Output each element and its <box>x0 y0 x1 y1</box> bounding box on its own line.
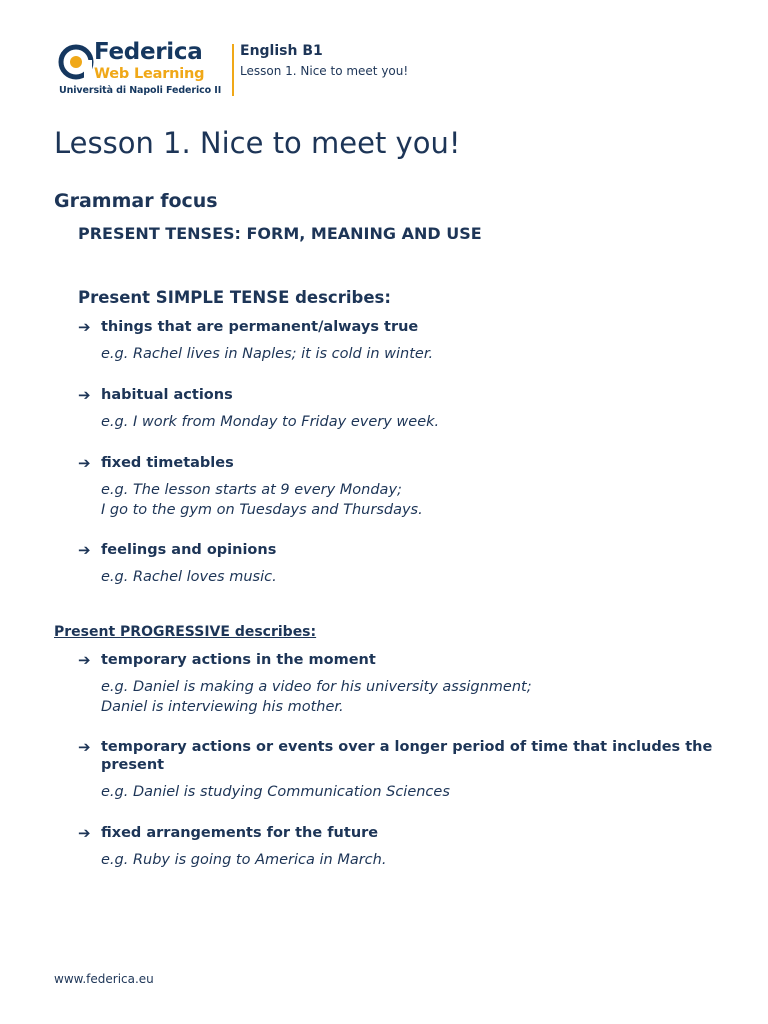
simple-item-timetables <box>78 454 718 520</box>
item-label: temporary actions in the moment <box>101 652 376 668</box>
item-example: e.g. Rachel loves music. <box>101 569 277 585</box>
present-simple-heading: Present SIMPLE TENSE describes: <box>78 288 391 307</box>
item-label: things that are permanent/always true <box>101 319 419 335</box>
item-example: e.g. I work from Monday to Friday every week. <box>101 414 440 430</box>
page-title: Lesson 1. Nice to meet you! <box>54 126 461 160</box>
course-name: English B1 <box>240 43 323 59</box>
logo-name: Federica <box>94 39 203 65</box>
item-label: fixed timetables <box>101 455 234 471</box>
arrow-icon: ➔ <box>78 738 91 756</box>
item-label: fixed arrangements for the future <box>101 825 379 841</box>
federica-logo <box>56 39 228 98</box>
item-example: e.g. Daniel is studying Communication Sciences <box>101 784 450 800</box>
simple-item-habitual <box>78 386 718 432</box>
page-header <box>56 39 736 98</box>
example-line: I go to the gym on Tuesdays and Thursdays. <box>101 502 423 518</box>
item-example: e.g. Ruby is going to America in March. <box>101 852 387 868</box>
arrow-icon: ➔ <box>78 541 91 559</box>
progressive-item-future <box>78 824 718 870</box>
logo-university: Università di Napoli Federico II <box>59 85 222 96</box>
lesson-subtitle: Lesson 1. Nice to meet you! <box>240 64 409 78</box>
example-line: Daniel is interviewing his mother. <box>101 699 344 715</box>
footer-url[interactable]: www.federica.eu <box>54 972 154 986</box>
simple-item-permanent <box>78 318 718 364</box>
item-label: temporary actions or events over a longer period of time that includes the present <box>101 739 713 773</box>
example-line: e.g. Daniel is making a video for his university assignment; <box>101 679 532 695</box>
simple-item-feelings <box>78 541 718 587</box>
arrow-icon: ➔ <box>78 651 91 669</box>
arrow-icon: ➔ <box>78 386 91 404</box>
item-label: feelings and opinions <box>101 542 277 558</box>
arrow-icon: ➔ <box>78 454 91 472</box>
item-example: e.g. Rachel lives in Naples; it is cold in winter. <box>101 346 434 362</box>
progressive-item-longer-period <box>78 738 718 802</box>
section-heading: PRESENT TENSES: FORM, MEANING AND USE <box>78 224 482 243</box>
federica-at-icon <box>58 44 94 80</box>
header-divider <box>232 44 234 96</box>
grammar-focus-heading: Grammar focus <box>54 190 218 212</box>
arrow-icon: ➔ <box>78 824 91 842</box>
logo-subtitle: Web Learning <box>94 66 205 82</box>
progressive-item-moment <box>78 651 718 717</box>
arrow-icon: ➔ <box>78 318 91 336</box>
item-label: habitual actions <box>101 387 233 403</box>
item-example <box>101 677 718 717</box>
present-progressive-heading: Present PROGRESSIVE describes: <box>54 624 317 640</box>
item-example <box>101 480 718 520</box>
example-line: e.g. The lesson starts at 9 every Monday; <box>101 482 402 498</box>
